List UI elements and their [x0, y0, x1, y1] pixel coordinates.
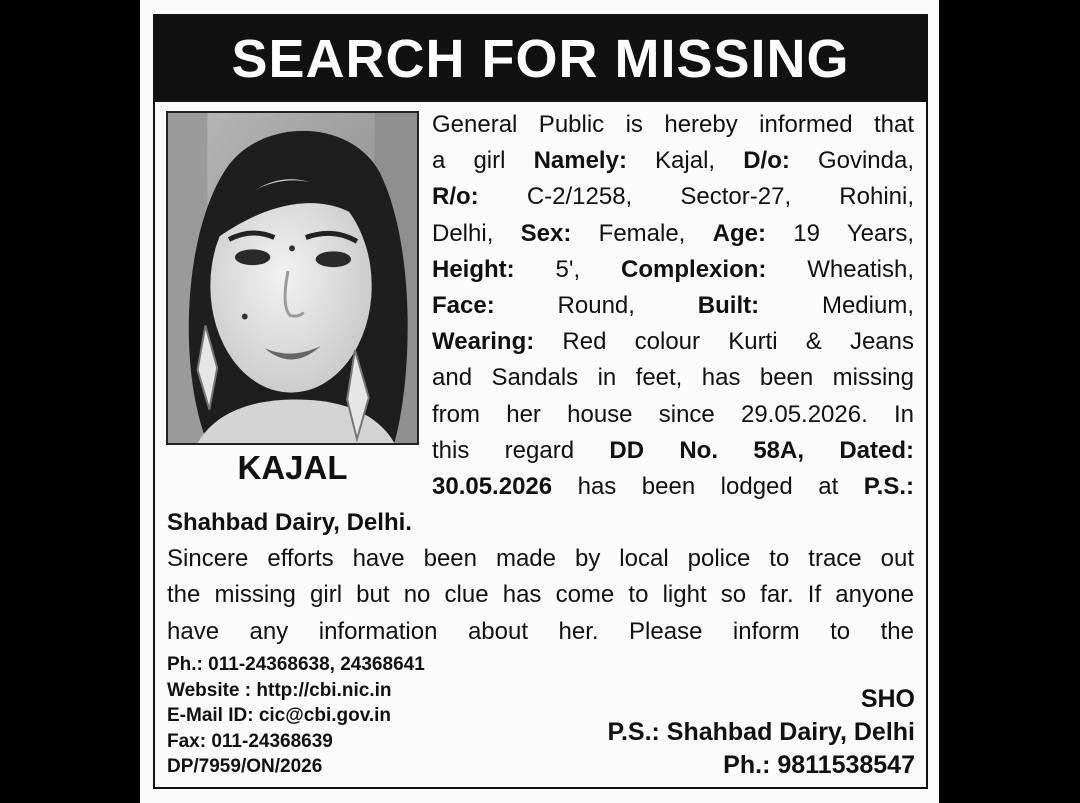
reference-number: DP/7959/ON/2026 — [167, 756, 323, 777]
details-line-4 — [432, 216, 914, 252]
missing-person-photo — [166, 111, 419, 445]
label-age: Age: — [712, 219, 766, 247]
signoff-phone: Ph.: 9811538547 — [723, 751, 915, 779]
details-line-9 — [432, 397, 914, 433]
contact-phone: Ph.: 011-24368638, 24368641 — [167, 654, 425, 675]
body-paragraph — [167, 505, 914, 650]
value-address: C-2/1258, Sector-27, Rohini, — [478, 183, 914, 211]
details-text: a girl — [432, 147, 534, 175]
details-text: from her house since 29.05.2026. In — [432, 400, 914, 428]
label-namely: Namely: — [533, 147, 627, 175]
headline-banner: SEARCH FOR MISSING — [155, 16, 926, 102]
contact-email: E-Mail ID: cic@cbi.gov.in — [167, 705, 392, 726]
details-text: has been lodged at — [552, 473, 864, 501]
label-dd-number: DD No. 58A, Dated: — [609, 436, 914, 464]
value-face: Round, — [494, 292, 698, 320]
police-station-name: Shahbad Dairy, Delhi. — [167, 509, 412, 536]
label-height: Height: — [432, 255, 515, 283]
body-line-2: Sincere efforts have been made by local police to trace out — [167, 545, 914, 573]
value-wearing: Red colour Kurti & Jeans — [534, 328, 914, 356]
value-built: Medium, — [759, 292, 914, 320]
signoff-title: SHO — [860, 685, 915, 713]
label-daughter-of: D/o: — [743, 147, 790, 175]
signoff-block — [555, 683, 915, 782]
details-text: and Sandals in feet, has been missing — [432, 364, 914, 392]
signoff-station: P.S.: Shahbad Dairy, Delhi — [607, 718, 915, 746]
details-line-2 — [432, 143, 914, 179]
details-paragraph — [432, 107, 914, 505]
details-line-3 — [432, 179, 914, 215]
value-sex: Female, — [571, 219, 713, 247]
details-text: this regard — [432, 436, 610, 464]
portrait-image — [168, 113, 417, 443]
details-line-1 — [432, 107, 914, 143]
value-father: Govinda, — [789, 147, 915, 175]
value-height: 5', — [514, 255, 622, 283]
body-line-3: the missing girl but no clue has come to light so far. If anyone — [167, 581, 914, 609]
contact-fax: Fax: 011-24368639 — [167, 730, 333, 752]
label-resident-of: R/o: — [432, 183, 479, 211]
label-face: Face: — [432, 292, 495, 320]
value-dd-date: 30.05.2026 — [432, 473, 553, 501]
value-age: 19 Years, — [765, 219, 914, 247]
value-city: Delhi, — [432, 219, 521, 247]
label-police-station: P.S.: — [863, 473, 914, 501]
contact-website: Website : http://cbi.nic.in — [167, 679, 392, 701]
label-built: Built: — [697, 292, 760, 320]
contact-block — [167, 652, 587, 780]
body-line-4: have any information about her. Please inform to the — [167, 617, 914, 645]
details-line-6 — [432, 288, 914, 324]
value-name: Kajal, — [626, 147, 744, 175]
label-sex: Sex: — [520, 219, 572, 247]
label-complexion: Complexion: — [621, 255, 767, 283]
details-line-5 — [432, 252, 914, 288]
details-line-11 — [432, 469, 914, 505]
label-wearing: Wearing: — [432, 328, 535, 356]
details-line-10 — [432, 433, 914, 469]
details-line-8 — [432, 360, 914, 396]
details-text: General Public is hereby informed that — [432, 111, 914, 138]
photo-caption: KAJAL — [237, 449, 348, 486]
value-complexion: Wheatish, — [766, 255, 914, 283]
details-line-7 — [432, 324, 914, 360]
